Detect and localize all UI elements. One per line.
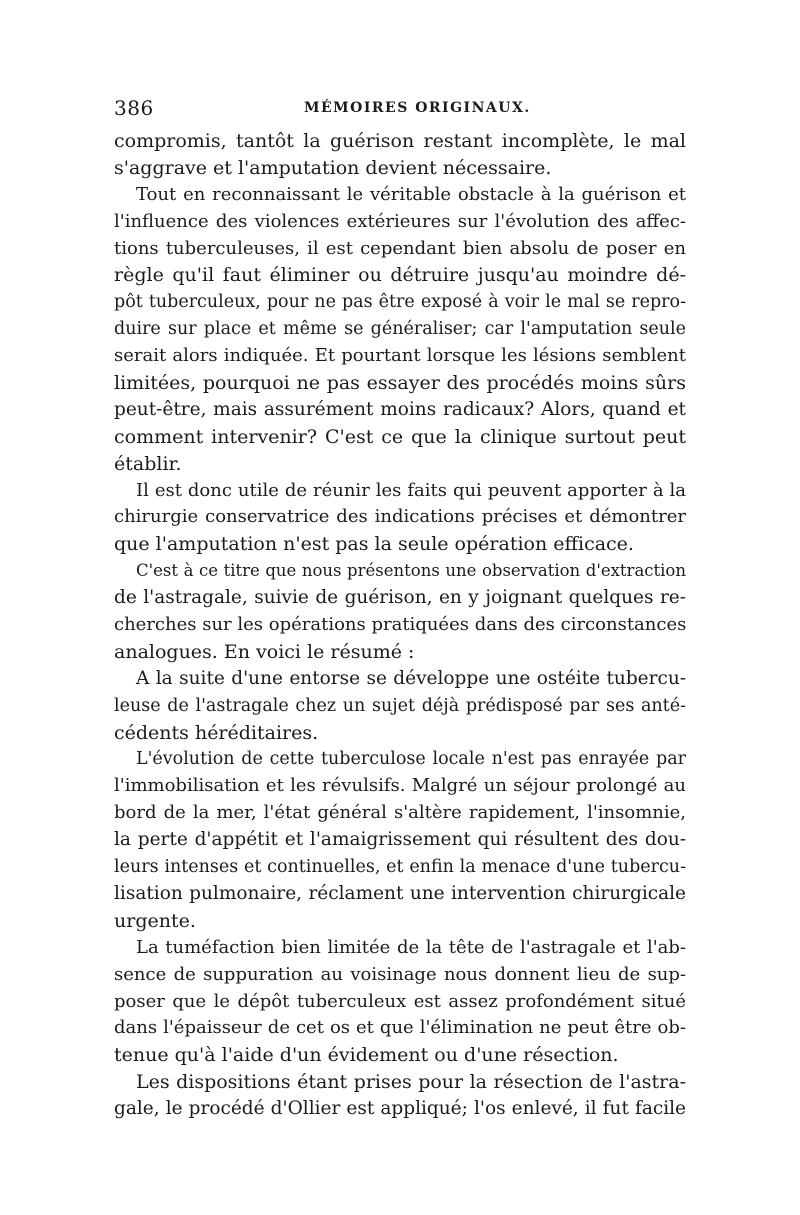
- text-line: bord de la mer, l'état général s'altère rapidement, l'insomnie,: [114, 802, 686, 824]
- page-number: 386: [114, 96, 154, 120]
- text-line: établir.: [114, 452, 182, 475]
- text-line: C'est à ce titre que nous présentons une observation d'extraction: [136, 561, 686, 581]
- text-line: cherches sur les opérations pratiquées dans des circonstances: [114, 614, 686, 636]
- text-line: s'aggrave et l'amputation devient nécessaire.: [114, 156, 552, 179]
- text-line: duire sur place et même se généraliser; car l'amputation seule: [114, 319, 686, 340]
- text-line: l'immobilisation et les révulsifs. Malgré un séjour prolongé au: [114, 775, 686, 797]
- text-line: lisation pulmonaire, réclament une intervention chirurgicale: [114, 882, 686, 904]
- text-line: urgente.: [114, 909, 196, 932]
- text-line: dans l'épaisseur de cet os et que l'élimination ne peut être ob-: [114, 1017, 686, 1039]
- text-line: que l'amputation n'est pas la seule opération efficace.: [114, 533, 634, 556]
- text-line: A la suite d'une entorse se développe une ostéite tubercu-: [136, 667, 686, 689]
- text-line: comment intervenir? C'est ce que la clinique surtout peut: [114, 425, 686, 448]
- text-line: sence de suppuration au voisinage nous donnent lieu de sup-: [114, 963, 686, 985]
- text-line: leuse de l'astragale chez un sujet déjà prédisposé par ses anté-: [114, 695, 686, 716]
- text-line: pôt tuberculeux, pour ne pas être exposé à voir le mal se repro-: [114, 292, 686, 313]
- text-line: Il est donc utile de réunir les faits qui peuvent apporter à la: [136, 479, 686, 501]
- text-line: tions tuberculeuses, il est cependant bien absolu de poser en: [114, 237, 686, 259]
- text-line: l'influence des violences extérieures sur l'évolution des affec-: [114, 210, 686, 232]
- text-line: compromis, tantôt la guérison restant incomplète, le mal: [114, 130, 686, 152]
- text-line: gale, le procédé d'Ollier est appliqué; l'os enlevé, il fut facile: [114, 1098, 686, 1120]
- text-line: poser que le dépôt tuberculeux est assez profondément situé: [114, 990, 686, 1012]
- text-line: Tout en reconnaissant le véritable obstacle à la guérison et: [136, 183, 686, 205]
- text-line: Les dispositions étant prises pour la résection de l'astra-: [136, 1071, 686, 1094]
- text-line: cédents héréditaires.: [114, 721, 319, 744]
- text-line: tenue qu'à l'aide d'un évidement ou d'une résection.: [114, 1044, 619, 1067]
- text-line: La tuméfaction bien limitée de la tête de l'astragale et l'ab-: [136, 936, 686, 958]
- text-line: leurs intenses et continuelles, et enfin la menace d'une tubercu-: [114, 857, 686, 878]
- text-line: de l'astragale, suivie de guérison, en y joignant quelques re-: [114, 587, 686, 609]
- book-page: [114, 96, 686, 1123]
- text-line: règle qu'il faut éliminer ou détruire jusqu'au moindre dé-: [114, 264, 686, 287]
- running-head: MÉMOIRES ORIGINAUX.: [304, 100, 531, 116]
- text-line: limitées, pourquoi ne pas essayer des procédés moins sûrs: [114, 372, 686, 395]
- text-line: chirurgie conservatrice des indications précises et démontrer: [114, 506, 686, 528]
- text-line: serait alors indiquée. Et pourtant lorsque les lésions semblent: [114, 345, 686, 367]
- page-header: [114, 96, 686, 126]
- text-line: L'évolution de cette tuberculose locale n'est pas enrayée par: [136, 749, 686, 770]
- body-text: [114, 128, 686, 1123]
- text-line: analogues. En voici le résumé :: [114, 640, 415, 663]
- text-line: la perte d'appétit et l'amaigrissement qui résultent des dou-: [114, 829, 686, 851]
- text-line: peut-être, mais assurément moins radicaux? Alors, quand et: [114, 398, 686, 420]
